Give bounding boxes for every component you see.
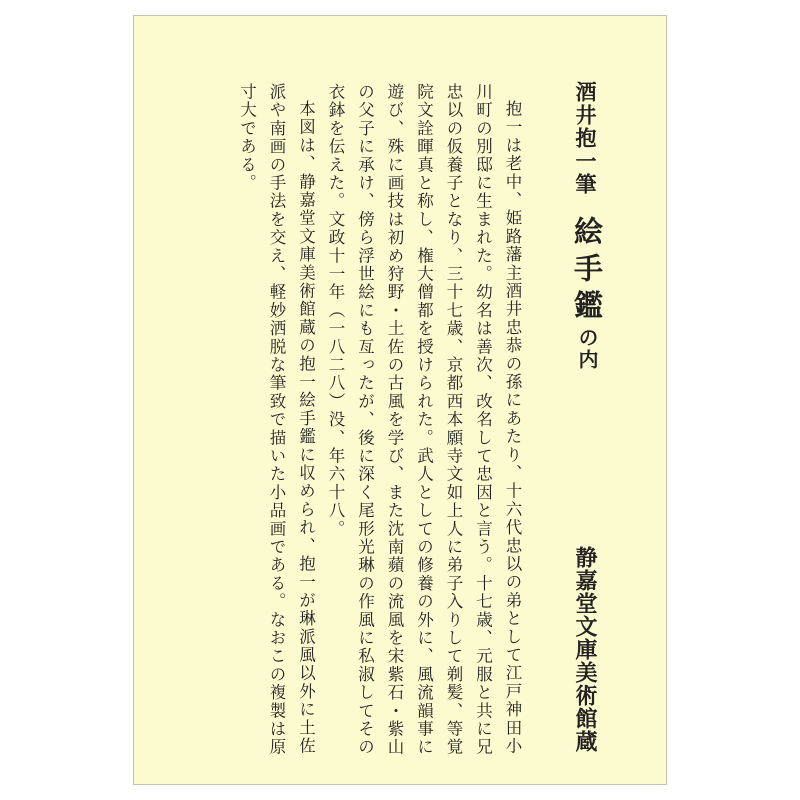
title-suffix: の内 bbox=[575, 327, 599, 371]
publisher-credit: 静嘉堂文庫美術館蔵 bbox=[572, 546, 598, 753]
body-paragraph-2: 本図は、静嘉堂文庫美術館蔵の抱一絵手鑑に収められ、抱一が琳派風以外に土佐派や南画の手法を交え、軽妙洒脱な筆致で描いた小品画である。なおこの複製は原寸大である。 bbox=[237, 83, 316, 757]
author-line: 酒井抱一筆 bbox=[573, 81, 598, 196]
document-sheet bbox=[133, 15, 667, 785]
document-title bbox=[567, 216, 608, 371]
body-paragraph-1: 抱一は老中、姫路藩主酒井忠恭の孫にあたり、十六代忠以の弟として江戸神田小川町の別邸に生まれた。幼名は善次、改名して忠因と言う。十七歳、元服と共に兄忠以の仮養子となり、三十七歳、京都西本願寺文如上人に弟子入りして剃髪、等覚院文詮暉真と称し、権大僧都を授けられた。武人としての修養の外に、風流韻事に遊び、殊に画技は初め狩野・土佐の古風を学び、また沈南蘋の流風を宋紫石・紫山の父子に承け、傍ら浮世絵にも亙ったが、後に深く尾形光琳の作風に私淑してその衣鉢を伝えた。文政十一年（一八二八）没、年六十八。 bbox=[326, 83, 522, 757]
body-text bbox=[232, 83, 527, 763]
title-main: 絵手鑑 bbox=[570, 216, 604, 327]
